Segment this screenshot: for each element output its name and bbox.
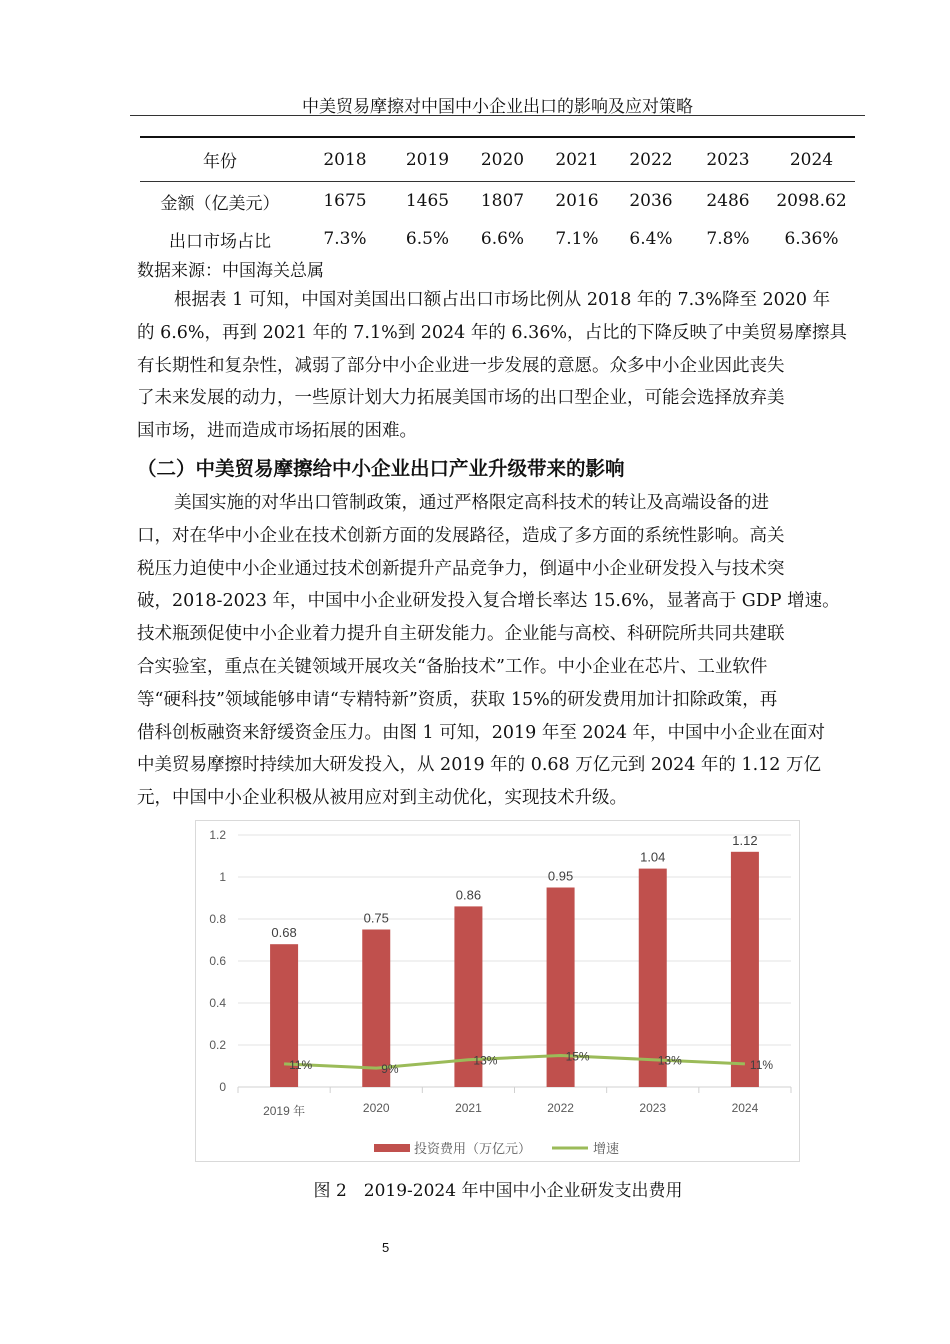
paragraph-line: 等“硬科技”领域能够申请“专精特新”资质，获取 15%的研发费用加计扣除政策，再 [137,689,778,710]
line-data-label: 13% [657,1053,682,1068]
table-row [140,220,855,258]
table-cell: 2486 [706,191,750,211]
table-cell: 2036 [629,191,673,211]
bar-data-label: 0.86 [455,887,482,903]
bar-data-label: 0.95 [547,868,574,884]
table-cell: 6.6% [480,229,525,249]
table-header-cell: 2023 [706,149,750,170]
table-cell: 6.4% [629,229,673,249]
line-data-label: 11% [749,1057,774,1072]
table-header-cell: 2021 [555,149,599,170]
y-tick-label: 0.6 [209,954,226,968]
paragraph-line: 合实验室，重点在关键领域开展攻关“备胎技术”工作。中小企业在芯片、工业软件 [137,656,768,677]
data-table [140,136,855,258]
legend-label: 投资费用（万亿元） [414,1141,532,1156]
paragraph-line: 破，2018-2023 年，中国中小企业研发投入复合增长率达 15.6%，显著高于 GDP 增速。 [137,591,840,612]
table-cell: 7.1% [555,229,599,249]
paragraph-1 [137,284,857,448]
y-tick-label: 0.8 [209,912,226,926]
table-header-cell: 2024 [789,149,834,170]
table-header-cell: 年份 [203,152,237,172]
table-header-row [140,138,855,182]
table-source-note: 数据来源：中国海关总属 [137,261,324,281]
y-tick-label: 0.4 [209,996,226,1010]
paragraph-line: 技术瓶颈促使中小企业着力提升自主研发能力。企业能与高校、科研院所共同共建联 [137,624,785,645]
line-data-label: 15% [565,1049,590,1064]
table-header-cell: 2020 [480,149,525,170]
x-tick-label: 2020 [362,1101,390,1115]
table-row [140,182,855,220]
x-tick-label: 2022 [547,1101,574,1115]
y-tick-label: 1 [219,870,226,884]
page-number: 5 [382,1240,390,1255]
table-cell: 金额（亿美元） [160,193,280,214]
paragraph-line: 口，对在华中小企业在技术创新方面的发展路径，造成了多方面的系统性影响。高关 [137,525,785,546]
table-cell: 出口市场占比 [169,231,271,252]
x-tick-label: 2023 [639,1101,667,1115]
bar-data-label: 1.12 [732,832,758,848]
paragraph-line: 借科创板融资来舒缓资金压力。由图 1 可知，2019 年至 2024 年，中国中小企业在面对 [137,722,826,743]
rd-expense-chart [196,821,801,1163]
table-cell: 6.5% [405,229,450,249]
paragraph-line: 税压力迫使中小企业通过技术创新提升产品竞争力，倒逼中小企业研发投入与技术突 [137,558,785,579]
paragraph-line: 有长期性和复杂性，减弱了部分中小企业进一步发展的意愿。众多中小企业因此丧失 [137,355,785,376]
paragraph-line: 中美贸易摩擦时持续加大研发投入，从 2019 年的 0.68 万亿元到 2024 年的 1.12 万亿 [137,755,822,776]
y-tick-label: 1.2 [209,828,226,842]
table-header-cell: 2022 [629,149,673,170]
x-tick-label: 2024 [731,1101,759,1115]
paragraph-line: 元，中国中小企业积极从被用应对到主动优化，实现技术升级。 [137,788,627,809]
header-rule [130,115,865,116]
table-cell: 7.3% [323,229,367,249]
bar-data-label: 1.04 [640,849,666,865]
y-tick-label: 0.2 [209,1038,226,1052]
table-cell: 6.36% [784,229,839,249]
bar [731,852,759,1087]
paragraph-line: 国市场，进而造成市场拓展的困难。 [137,421,417,442]
line-data-label: 11% [289,1057,313,1072]
paragraph-line: 了未来发展的动力，一些原计划大力拓展美国市场的出口型企业，可能会选择放弃美 [137,388,785,409]
bar-data-label: 0.68 [271,925,297,941]
legend-bar-swatch [374,1144,410,1152]
line-data-label: 9% [381,1062,399,1077]
line-data-label: 13% [473,1053,498,1068]
chart-container [195,820,800,1162]
paragraph-line: 的 6.6%，再到 2021 年的 7.1%到 2024 年的 6.36%，占比的下降反映了中美贸易摩擦具 [137,322,848,343]
section-heading: （二）中美贸易摩擦给中小企业出口产业升级带来的影响 [137,457,625,480]
legend-label: 增速 [593,1141,620,1156]
paragraph-2 [137,487,857,815]
y-tick-label: 0 [219,1080,226,1094]
running-title: 中美贸易摩擦对中国中小企业出口的影响及应对策略 [302,97,693,117]
table-cell: 2098.62 [776,191,847,211]
figure-caption: 图 2 2019-2024 年中国中小企业研发支出费用 [313,1181,683,1201]
table-cell: 1807 [480,191,525,211]
table-cell: 2016 [555,191,599,211]
paragraph-line: 美国实施的对华出口管制政策，通过严格限定高科技术的转让及高端设备的进 [174,493,769,513]
x-tick-label: 2019 年 [263,1104,306,1118]
table-header-cell: 2018 [323,149,367,170]
x-tick-label: 2021 [455,1101,482,1115]
paragraph-line: 根据表 1 可知，中国对美国出口额占出口市场比例从 2018 年的 7.3%降至 2020 年 [174,290,831,310]
table-cell: 1465 [405,191,450,211]
table-header-cell: 2019 [405,149,450,170]
bar-data-label: 0.75 [363,910,389,926]
table-cell: 7.8% [706,229,750,249]
table-cell: 1675 [323,191,367,211]
